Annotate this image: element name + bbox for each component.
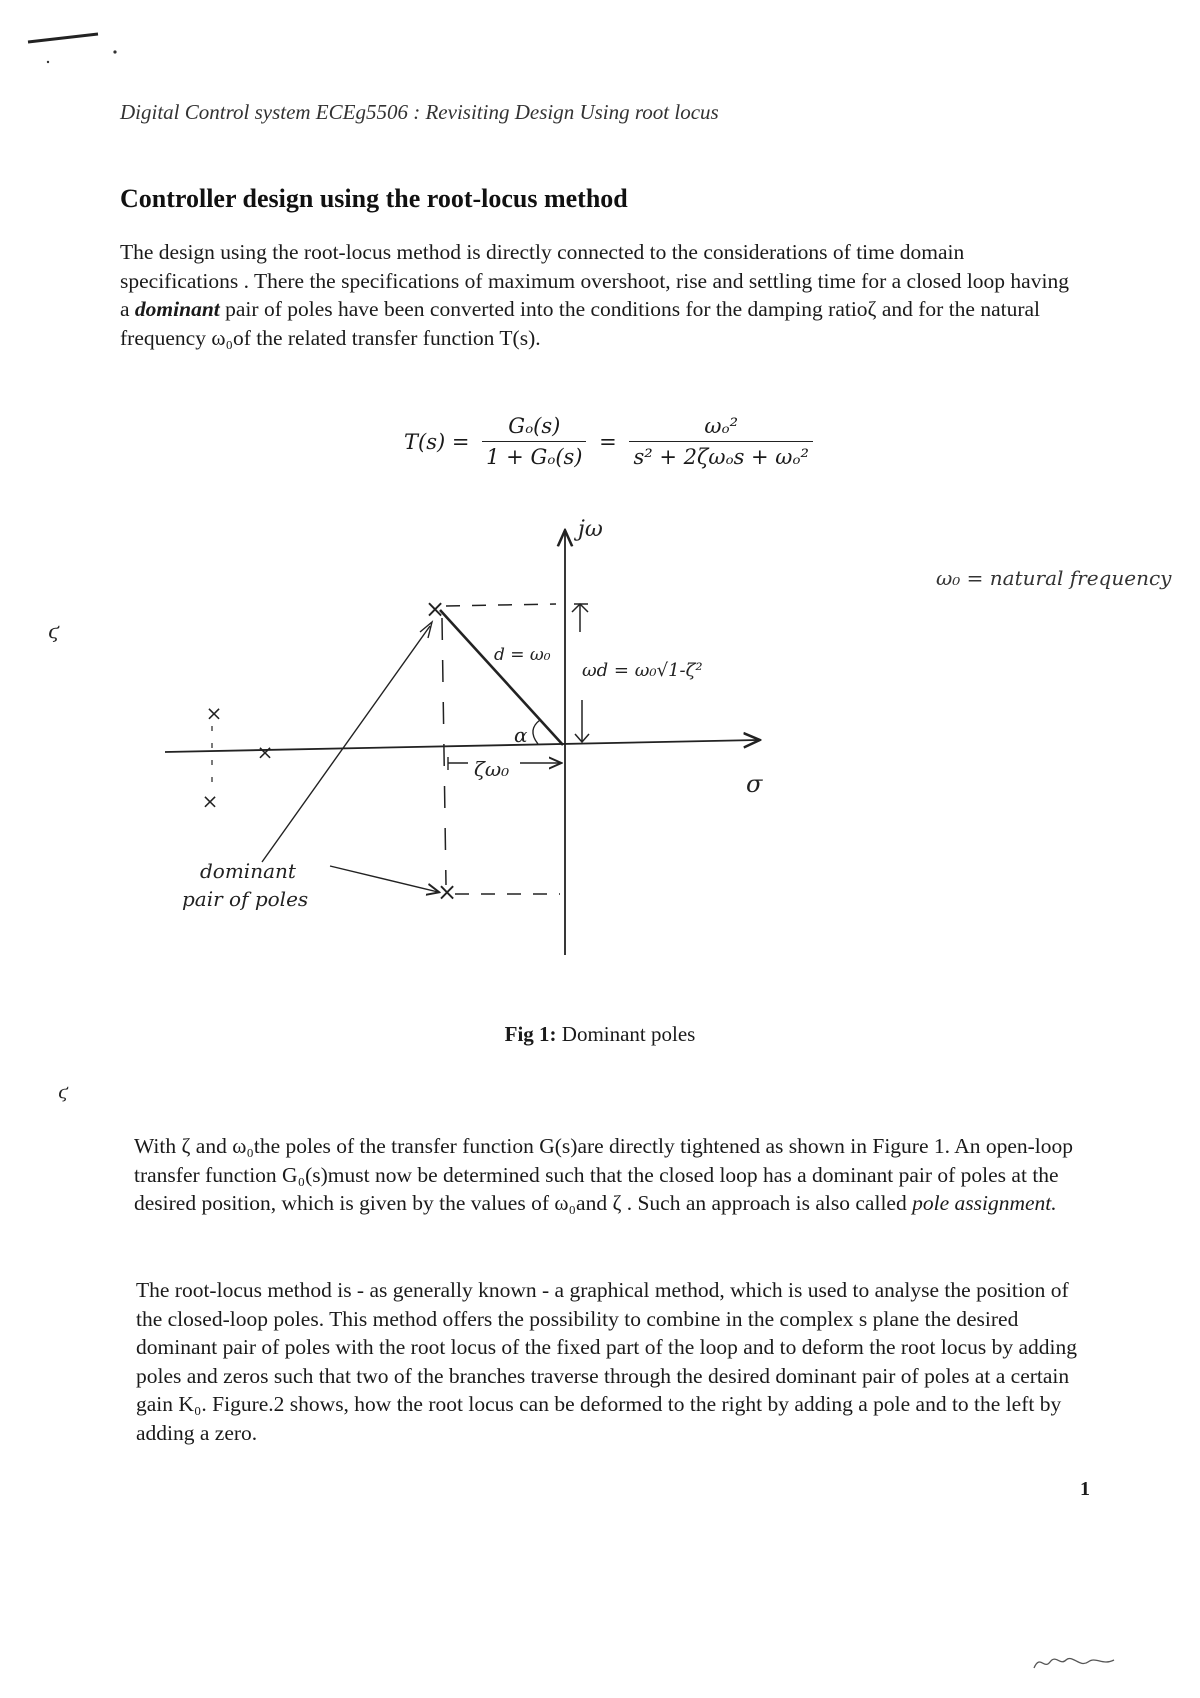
margin-mark-1: ϛ xyxy=(48,619,60,643)
paragraph-intro-part2: pair of poles have been converted into the conditions for the damping ratioζ and for the natural frequency ω₀of the related transfer function T(s). xyxy=(120,297,1041,350)
header-course: Digital Control system ECEg5506 xyxy=(120,100,408,124)
label-alpha: α xyxy=(514,723,528,747)
equation-fraction-2-denominator: s² + 2ζωₒs + ωₒ² xyxy=(633,445,809,469)
dominant-pole-lower: × xyxy=(436,878,458,906)
header-topic: Revisiting Design Using root locus xyxy=(425,100,719,124)
lower-pole-pointer xyxy=(330,866,438,892)
paragraph-pole-assignment-emph: pole assignment. xyxy=(912,1191,1057,1215)
header-separator: : xyxy=(407,100,426,124)
real-axis xyxy=(165,740,758,752)
figure-caption xyxy=(0,1022,1200,1047)
upper-dashed-line xyxy=(446,604,556,606)
paragraph-pole-assignment-part1: With ζ and ω₀the poles of the transfer function G(s)are directly tightened as shown in Figure 1. An open-loop transfer function G₀(s)must now be determined such that the closed loop has a dominant pair of poles at the desired position, which is given by the values of ω₀and ζ . Such an approach is also called xyxy=(134,1134,1074,1215)
equation-lhs: T(s) = xyxy=(404,429,470,454)
margin-mark-2: ϛ xyxy=(58,1082,69,1103)
side-note-natural-frequency: ω₀ = natural frequency xyxy=(936,566,1172,590)
label-dominant-line2: pair of poles xyxy=(182,887,309,911)
section-title: Controller design using the root-locus method xyxy=(120,184,628,213)
paragraph-intro-part1: The design using the root-locus method is directly connected to the considerations of time domain specifications . There the specifications of maximum overshoot, rise and settling time for a closed loop having a xyxy=(120,240,1069,321)
pole-left-real: × xyxy=(256,740,274,764)
caption-label: Fig 1: xyxy=(504,1022,557,1046)
equation-fraction-2-numerator: ωₒ² xyxy=(629,414,812,442)
real-axis-label: σ xyxy=(746,770,763,798)
radius-line xyxy=(440,610,563,745)
label-d: d = ω₀ xyxy=(494,645,551,665)
signature-mark xyxy=(1030,1650,1120,1674)
paragraph-pole-assignment xyxy=(134,1132,1084,1218)
pole-left-lower: × xyxy=(201,789,219,813)
pole-left-upper: × xyxy=(205,701,223,725)
paragraph-root-locus-method: The root-locus method is - as generally known - a graphical method, which is used to analyse the position of the closed-loop poles. This method offers the possibility to combine in the complex s plane the desired dominant pair of poles with the root locus of the fixed part of the loop and to deform the root locus by adding poles and zeros such that two of the branches traverse through the desired dominant pair of poles at a certain gain K₀. Figure.2 shows, how the root locus can be deformed to the right by adding a pole and to the left by adding a zero. xyxy=(136,1278,1078,1445)
paragraph-intro-emph: dominant xyxy=(134,297,220,321)
vertical-dashed-line xyxy=(442,618,446,885)
label-dominant-line1: dominant xyxy=(200,859,296,883)
equation-fraction-1-numerator: Gₒ(s) xyxy=(482,414,586,442)
page-number: 1 xyxy=(1080,1478,1090,1500)
dominant-pole-upper: × xyxy=(424,595,446,623)
label-zeta-omega: ζω₀ xyxy=(474,757,510,781)
signature-scribble xyxy=(1030,1650,1120,1678)
imaginary-axis-label: jω xyxy=(578,517,603,542)
equation-fraction-1-denominator: 1 + Gₒ(s) xyxy=(486,445,583,469)
label-wd: ωd = ω₀√1-ζ² xyxy=(582,660,703,681)
equation-equals: = xyxy=(599,429,617,454)
caption-text: Dominant poles xyxy=(556,1022,696,1046)
dominant-pointer-line xyxy=(262,626,430,862)
